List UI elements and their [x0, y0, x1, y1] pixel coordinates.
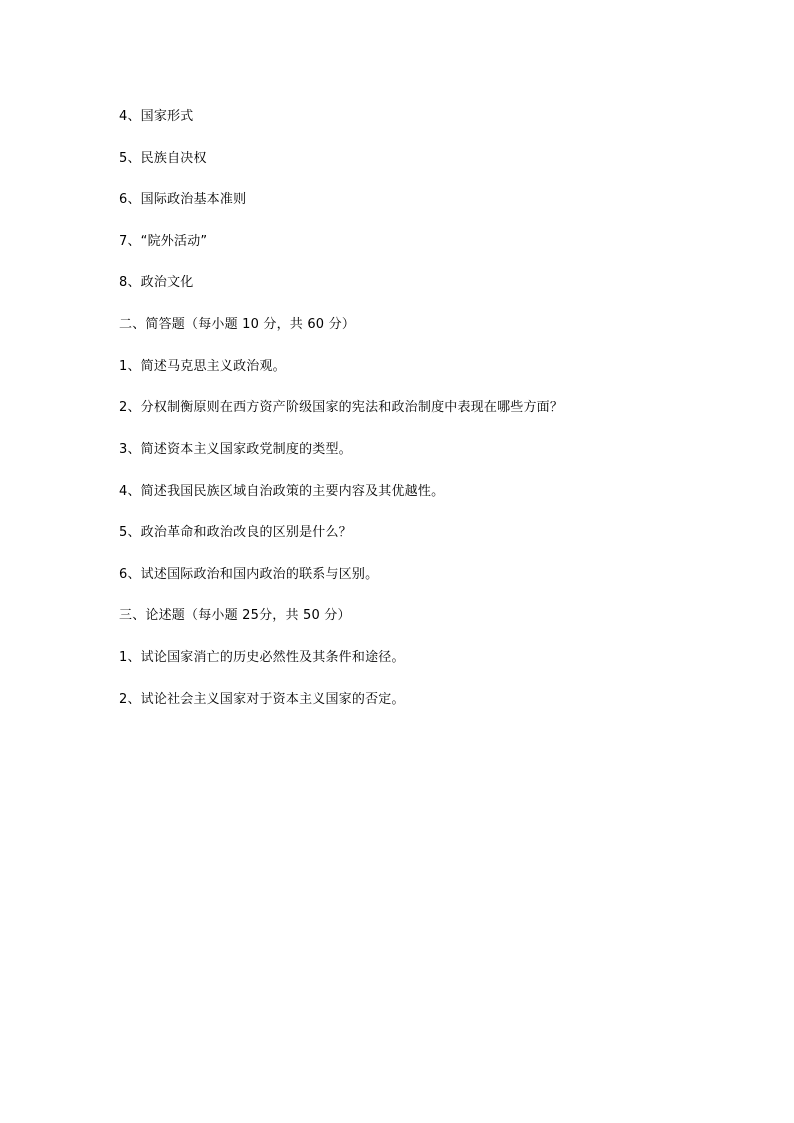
term-item: 5、民族自决权 [119, 151, 207, 166]
question-item: 2、试论社会主义国家对于资本主义国家的否定。 [119, 692, 405, 707]
term-item: 8、政治文化 [119, 275, 194, 290]
question-item: 1、试论国家消亡的历史必然性及其条件和途径。 [119, 650, 405, 665]
question-item: 2、分权制衡原则在西方资产阶级国家的宪法和政治制度中表现在哪些方面？ [119, 400, 564, 415]
question-item: 4、简述我国民族区域自治政策的主要内容及其优越性。 [119, 484, 445, 499]
question-item: 6、试述国际政治和国内政治的联系与区别。 [119, 567, 379, 582]
term-item: 7、“院外活动” [119, 234, 208, 249]
question-item: 3、简述资本主义国家政党制度的类型。 [119, 442, 352, 457]
term-item: 6、国际政治基本准则 [119, 192, 247, 207]
question-item: 1、简述马克思主义政治观。 [119, 359, 286, 374]
term-item: 4、国家形式 [119, 109, 194, 124]
question-item: 5、政治革命和政治改良的区别是什么？ [119, 525, 352, 540]
section-heading-essay: 三、论述题（每小题 25分，共 50 分） [119, 608, 351, 623]
section-heading-short-answer: 二、简答题（每小题 10 分，共 60 分） [119, 317, 356, 332]
